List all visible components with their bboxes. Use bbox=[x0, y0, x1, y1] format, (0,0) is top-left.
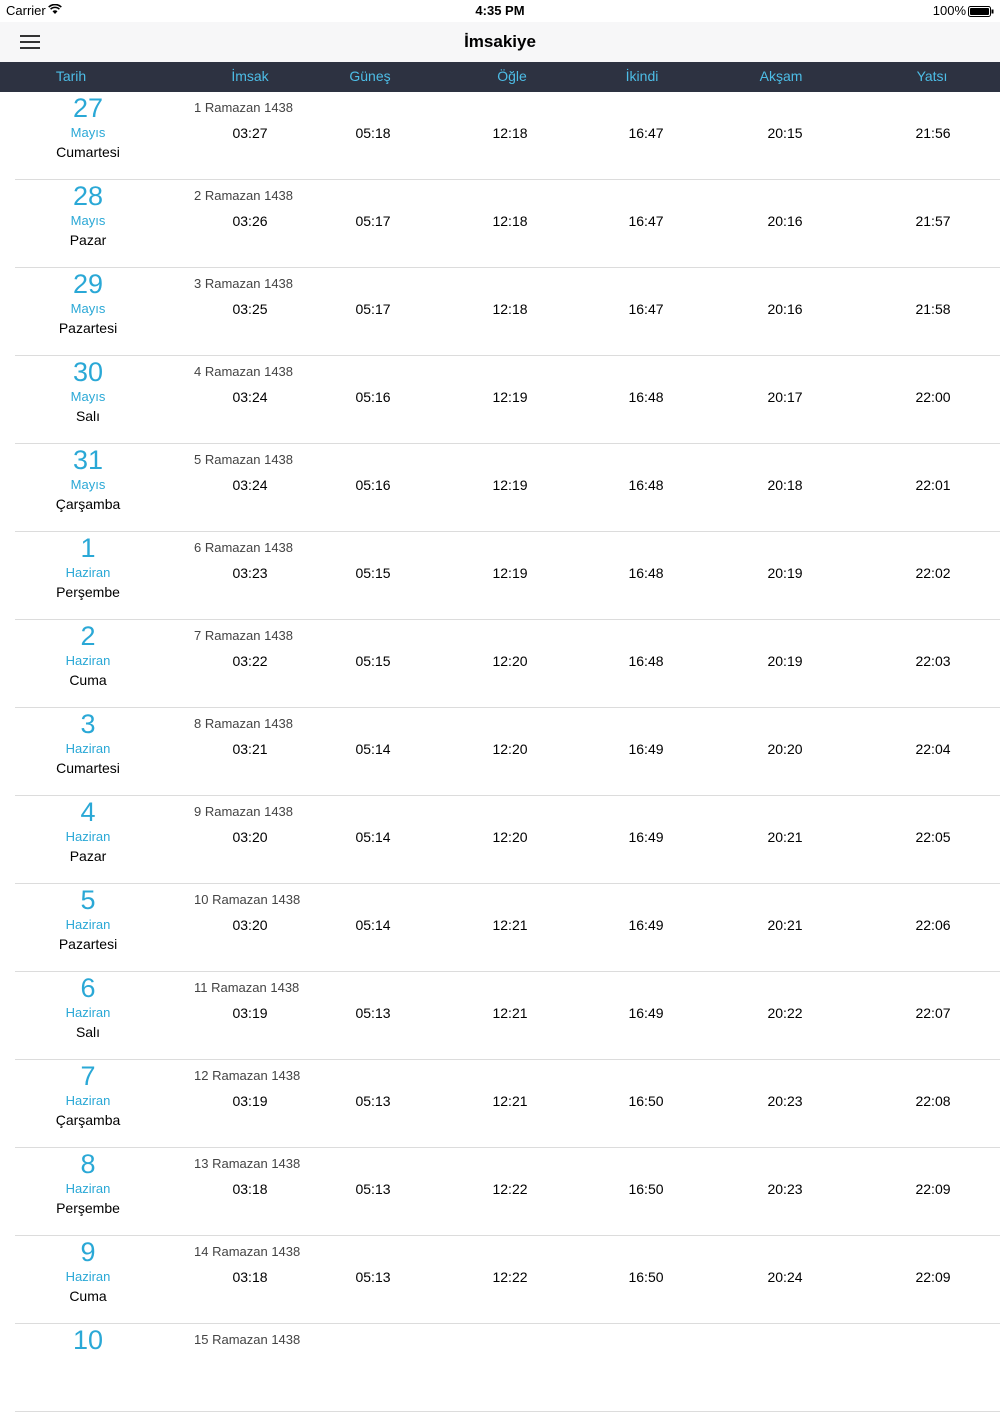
table-row[interactable] bbox=[15, 620, 1000, 708]
hijri-date: 15 Ramazan 1438 bbox=[194, 1332, 301, 1347]
month-name: Haziran bbox=[65, 1269, 111, 1284]
status-bar bbox=[0, 0, 1000, 22]
ikindi-time: 16:49 bbox=[628, 741, 664, 757]
ogle-time: 12:18 bbox=[492, 125, 528, 141]
gunes-time: 05:14 bbox=[355, 829, 391, 845]
weekday-name: Pazar bbox=[69, 232, 107, 248]
gunes-time: 05:15 bbox=[355, 565, 391, 581]
ogle-time: 12:20 bbox=[492, 741, 528, 757]
day-number: 27 bbox=[72, 93, 104, 123]
yatsi-time: 22:01 bbox=[915, 477, 951, 493]
ikindi-time: 16:48 bbox=[628, 389, 664, 405]
hijri-date: 11 Ramazan 1438 bbox=[194, 980, 300, 995]
ikindi-time: 16:47 bbox=[628, 213, 664, 229]
table-row[interactable] bbox=[15, 1148, 1000, 1236]
gunes-time: 05:13 bbox=[355, 1005, 391, 1021]
aksam-time: 20:20 bbox=[767, 741, 803, 757]
hijri-date: 3 Ramazan 1438 bbox=[194, 276, 294, 291]
table-row[interactable] bbox=[15, 356, 1000, 444]
weekday-name: Pazartesi bbox=[58, 936, 118, 952]
ogle-time: 12:22 bbox=[492, 1181, 528, 1197]
yatsi-time: 21:58 bbox=[915, 301, 951, 317]
month-name: Haziran bbox=[65, 1093, 111, 1108]
yatsi-time: 22:00 bbox=[915, 389, 951, 405]
aksam-time: 20:16 bbox=[767, 301, 803, 317]
imsak-time: 03:19 bbox=[232, 1093, 268, 1109]
ogle-time: 12:19 bbox=[492, 389, 528, 405]
carrier-label: Carrier bbox=[6, 3, 46, 18]
hijri-date: 13 Ramazan 1438 bbox=[194, 1156, 301, 1171]
ikindi-time: 16:50 bbox=[628, 1093, 664, 1109]
prayer-times-list[interactable] bbox=[0, 92, 1000, 1412]
weekday-name: Perşembe bbox=[56, 584, 120, 600]
hijri-date: 6 Ramazan 1438 bbox=[194, 540, 294, 555]
ogle-time: 12:19 bbox=[492, 565, 528, 581]
yatsi-time: 22:09 bbox=[915, 1269, 951, 1285]
weekday-name: Pazar bbox=[69, 848, 107, 864]
day-number: 31 bbox=[72, 445, 104, 475]
day-number: 29 bbox=[72, 269, 104, 299]
column-header: Güneş bbox=[349, 68, 391, 84]
gunes-time: 05:14 bbox=[355, 741, 391, 757]
table-row[interactable] bbox=[15, 532, 1000, 620]
ikindi-time: 16:47 bbox=[628, 125, 664, 141]
ogle-time: 12:22 bbox=[492, 1269, 528, 1285]
gunes-time: 05:13 bbox=[355, 1181, 391, 1197]
gunes-time: 05:17 bbox=[355, 213, 391, 229]
month-name: Haziran bbox=[65, 653, 111, 668]
yatsi-time: 22:09 bbox=[915, 1181, 951, 1197]
table-row[interactable] bbox=[15, 884, 1000, 972]
day-number: 7 bbox=[80, 1061, 96, 1091]
aksam-time: 20:23 bbox=[767, 1093, 803, 1109]
gunes-time: 05:16 bbox=[355, 477, 391, 493]
ikindi-time: 16:48 bbox=[628, 653, 664, 669]
month-name: Mayıs bbox=[70, 301, 106, 316]
table-row[interactable] bbox=[15, 796, 1000, 884]
gunes-time: 05:18 bbox=[355, 125, 391, 141]
month-name: Mayıs bbox=[70, 125, 106, 140]
imsak-time: 03:24 bbox=[232, 389, 268, 405]
aksam-time: 20:21 bbox=[767, 917, 803, 933]
yatsi-time: 22:05 bbox=[915, 829, 951, 845]
day-number: 30 bbox=[72, 357, 104, 387]
aksam-time: 20:18 bbox=[767, 477, 803, 493]
table-row[interactable] bbox=[15, 708, 1000, 796]
aksam-time: 20:15 bbox=[767, 125, 803, 141]
hijri-date: 10 Ramazan 1438 bbox=[194, 892, 301, 907]
table-header bbox=[0, 62, 1000, 92]
weekday-name: Cumartesi bbox=[56, 144, 120, 160]
day-number: 8 bbox=[80, 1149, 96, 1179]
table-row[interactable] bbox=[15, 1324, 1000, 1412]
clock: 4:35 PM bbox=[475, 3, 525, 18]
month-name: Mayıs bbox=[70, 213, 106, 228]
aksam-time: 20:16 bbox=[767, 213, 803, 229]
ogle-time: 12:18 bbox=[492, 213, 528, 229]
day-number: 1 bbox=[80, 533, 96, 563]
aksam-time: 20:21 bbox=[767, 829, 803, 845]
column-header: İkindi bbox=[625, 68, 659, 84]
column-header: Tarih bbox=[55, 68, 87, 84]
ikindi-time: 16:50 bbox=[628, 1269, 664, 1285]
table-row[interactable] bbox=[15, 444, 1000, 532]
imsak-time: 03:20 bbox=[232, 917, 268, 933]
weekday-name: Salı bbox=[75, 408, 101, 424]
day-number: 5 bbox=[80, 885, 96, 915]
gunes-time: 05:15 bbox=[355, 653, 391, 669]
month-name: Haziran bbox=[65, 741, 111, 756]
weekday-name: Çarşamba bbox=[55, 496, 121, 512]
yatsi-time: 21:56 bbox=[915, 125, 951, 141]
hijri-date: 1 Ramazan 1438 bbox=[194, 100, 294, 115]
hijri-date: 8 Ramazan 1438 bbox=[194, 716, 294, 731]
imsak-time: 03:22 bbox=[232, 653, 268, 669]
yatsi-time: 22:07 bbox=[915, 1005, 951, 1021]
ikindi-time: 16:50 bbox=[628, 1181, 664, 1197]
imsak-time: 03:25 bbox=[232, 301, 268, 317]
hijri-date: 4 Ramazan 1438 bbox=[194, 364, 294, 379]
imsak-time: 03:24 bbox=[232, 477, 268, 493]
ikindi-time: 16:49 bbox=[628, 1005, 664, 1021]
month-name: Haziran bbox=[65, 1005, 111, 1020]
month-name: Mayıs bbox=[70, 477, 106, 492]
column-header: Yatsı bbox=[916, 68, 948, 84]
day-number: 28 bbox=[72, 181, 104, 211]
imsak-time: 03:18 bbox=[232, 1269, 268, 1285]
gunes-time: 05:13 bbox=[355, 1093, 391, 1109]
aksam-time: 20:17 bbox=[767, 389, 803, 405]
month-name: Mayıs bbox=[70, 389, 106, 404]
column-header: İmsak bbox=[231, 68, 269, 84]
day-number: 10 bbox=[72, 1325, 104, 1355]
aksam-time: 20:22 bbox=[767, 1005, 803, 1021]
ogle-time: 12:21 bbox=[492, 917, 528, 933]
imsak-time: 03:23 bbox=[232, 565, 268, 581]
aksam-time: 20:23 bbox=[767, 1181, 803, 1197]
navigation-bar bbox=[0, 22, 1000, 62]
yatsi-time: 22:08 bbox=[915, 1093, 951, 1109]
month-name: Haziran bbox=[65, 917, 111, 932]
table-row[interactable] bbox=[15, 1060, 1000, 1148]
yatsi-time: 22:06 bbox=[915, 917, 951, 933]
day-number: 3 bbox=[80, 709, 96, 739]
imsak-time: 03:19 bbox=[232, 1005, 268, 1021]
ogle-time: 12:21 bbox=[492, 1093, 528, 1109]
weekday-name: Pazartesi bbox=[58, 320, 118, 336]
yatsi-time: 22:04 bbox=[915, 741, 951, 757]
hijri-date: 14 Ramazan 1438 bbox=[194, 1244, 301, 1259]
page-title: İmsakiye bbox=[464, 32, 536, 51]
day-number: 9 bbox=[80, 1237, 96, 1267]
battery-icon bbox=[968, 5, 994, 20]
ikindi-time: 16:49 bbox=[628, 917, 664, 933]
table-row[interactable] bbox=[15, 1236, 1000, 1324]
hijri-date: 9 Ramazan 1438 bbox=[194, 804, 294, 819]
weekday-name: Cuma bbox=[69, 1288, 107, 1304]
battery-percent: 100% bbox=[932, 3, 966, 18]
yatsi-time: 22:02 bbox=[915, 565, 951, 581]
weekday-name: Çarşamba bbox=[55, 1112, 121, 1128]
hijri-date: 7 Ramazan 1438 bbox=[194, 628, 294, 643]
table-row[interactable] bbox=[15, 180, 1000, 268]
gunes-time: 05:16 bbox=[355, 389, 391, 405]
ikindi-time: 16:49 bbox=[628, 829, 664, 845]
imsak-time: 03:21 bbox=[232, 741, 268, 757]
ogle-time: 12:18 bbox=[492, 301, 528, 317]
gunes-time: 05:17 bbox=[355, 301, 391, 317]
aksam-time: 20:19 bbox=[767, 653, 803, 669]
weekday-name: Cumartesi bbox=[56, 760, 120, 776]
hijri-date: 2 Ramazan 1438 bbox=[194, 188, 294, 203]
aksam-time: 20:24 bbox=[767, 1269, 803, 1285]
ogle-time: 12:21 bbox=[492, 1005, 528, 1021]
day-number: 4 bbox=[80, 797, 96, 827]
column-header: Öğle bbox=[497, 68, 527, 84]
gunes-time: 05:13 bbox=[355, 1269, 391, 1285]
weekday-name: Perşembe bbox=[56, 1200, 120, 1216]
gunes-time: 05:14 bbox=[355, 917, 391, 933]
aksam-time: 20:19 bbox=[767, 565, 803, 581]
month-name: Haziran bbox=[65, 829, 111, 844]
month-name: Haziran bbox=[65, 1181, 111, 1196]
ikindi-time: 16:47 bbox=[628, 301, 664, 317]
imsak-time: 03:18 bbox=[232, 1181, 268, 1197]
table-row[interactable] bbox=[15, 268, 1000, 356]
table-row[interactable] bbox=[15, 92, 1000, 180]
ogle-time: 12:19 bbox=[492, 477, 528, 493]
table-row[interactable] bbox=[15, 972, 1000, 1060]
month-name: Haziran bbox=[65, 565, 111, 580]
imsak-time: 03:26 bbox=[232, 213, 268, 229]
weekday-name: Cuma bbox=[69, 672, 107, 688]
ogle-time: 12:20 bbox=[492, 829, 528, 845]
imsak-time: 03:27 bbox=[232, 125, 268, 141]
yatsi-time: 22:03 bbox=[915, 653, 951, 669]
column-header: Akşam bbox=[759, 68, 803, 84]
ikindi-time: 16:48 bbox=[628, 565, 664, 581]
day-number: 6 bbox=[80, 973, 96, 1003]
yatsi-time: 21:57 bbox=[915, 213, 951, 229]
hijri-date: 12 Ramazan 1438 bbox=[194, 1068, 301, 1083]
hijri-date: 5 Ramazan 1438 bbox=[194, 452, 294, 467]
ogle-time: 12:20 bbox=[492, 653, 528, 669]
day-number: 2 bbox=[80, 621, 96, 651]
imsak-time: 03:20 bbox=[232, 829, 268, 845]
weekday-name: Salı bbox=[75, 1024, 101, 1040]
ikindi-time: 16:48 bbox=[628, 477, 664, 493]
